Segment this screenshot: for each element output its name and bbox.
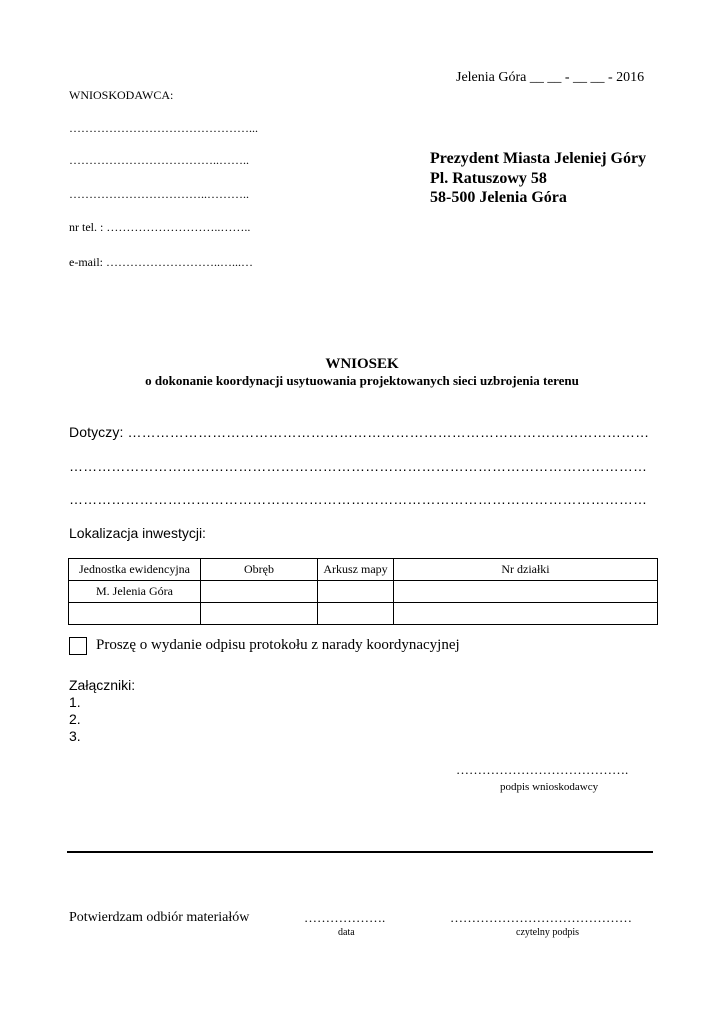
- protocol-copy-label: Proszę o wydanie odpisu protokołu z narady koordynacyjnej: [96, 637, 460, 653]
- applicant-line-1[interactable]: ………………………………………...: [69, 121, 258, 135]
- place-date: Jelenia Góra __ __ - __ __ - 2016: [456, 70, 645, 85]
- subject-line-1[interactable]: Dotyczy: …………………………………………………………………………………………………: [69, 424, 650, 440]
- table-cell[interactable]: [394, 581, 658, 603]
- column-header-plot-number: Nr działki: [394, 559, 658, 581]
- attachment-item-1: 1.: [69, 694, 81, 710]
- separator-line: [67, 851, 653, 853]
- applicant-label: WNIOSKODAWCA:: [69, 88, 174, 102]
- protocol-copy-checkbox[interactable]: [69, 637, 87, 655]
- table-header-row: [69, 559, 658, 581]
- attachment-item-2: 2.: [69, 711, 81, 727]
- signature-label: podpis wnioskodawcy: [500, 781, 599, 793]
- attachment-item-3: 3.: [69, 728, 81, 744]
- table-cell[interactable]: [318, 581, 394, 603]
- location-label: Lokalizacja inwestycji:: [69, 525, 206, 541]
- table-cell[interactable]: [201, 581, 318, 603]
- subject-line-2[interactable]: ……………………………………………………………………………………………………………: [69, 458, 648, 474]
- receipt-date-dots[interactable]: ……………….: [304, 910, 386, 925]
- location-table: [68, 558, 658, 625]
- receipt-sign-label: czytelny podpis: [516, 927, 580, 938]
- table-cell[interactable]: [69, 603, 201, 625]
- subject-line-3[interactable]: ……………………………………………………………………………………………………………: [69, 491, 648, 507]
- email-line[interactable]: e-mail: ………………………..…...…: [69, 255, 253, 269]
- column-header-map-sheet: Arkusz mapy: [318, 559, 394, 581]
- table-row: [69, 603, 658, 625]
- table-cell[interactable]: M. Jelenia Góra: [69, 581, 201, 603]
- receipt-sign-dots[interactable]: ……………………………………: [450, 910, 632, 925]
- applicant-line-3[interactable]: ……………………………..………..: [69, 187, 249, 201]
- signature-dots[interactable]: ………………………………….: [456, 762, 629, 777]
- applicant-line-2[interactable]: ………………………………..……..: [69, 153, 249, 167]
- addressee-line-3: 58-500 Jelenia Góra: [430, 189, 567, 206]
- document-title: WNIOSEK: [325, 356, 399, 372]
- addressee-line-2: Pl. Ratuszowy 58: [430, 170, 547, 187]
- table-cell[interactable]: [201, 603, 318, 625]
- table-cell[interactable]: [318, 603, 394, 625]
- receipt-label: Potwierdzam odbiór materiałów: [69, 910, 250, 925]
- document-subtitle: o dokonanie koordynacji usytuowania projektowanych sieci uzbrojenia terenu: [145, 373, 579, 388]
- column-header-unit: Jednostka ewidencyjna: [69, 559, 201, 581]
- table-cell[interactable]: [394, 603, 658, 625]
- receipt-date-label: data: [338, 927, 355, 938]
- addressee-line-1: Prezydent Miasta Jeleniej Góry: [430, 150, 647, 167]
- attachments-label: Załączniki:: [69, 677, 136, 693]
- column-header-precinct: Obręb: [201, 559, 318, 581]
- phone-line[interactable]: nr tel. : ………………………..……..: [69, 220, 251, 234]
- table-row: [69, 581, 658, 603]
